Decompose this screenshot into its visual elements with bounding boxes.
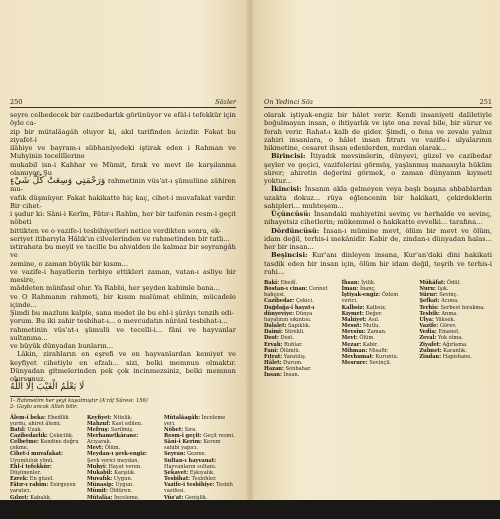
glossary-term: Meydan-ı şevk-engiz:	[87, 451, 147, 457]
glossary-definition: Durum.	[282, 360, 303, 366]
glossary-entry	[164, 415, 236, 427]
glossary-definition: Gezme.	[185, 451, 206, 457]
glossary-term: Mahzuf:	[87, 421, 110, 427]
glossary-definition: Zaman.	[366, 329, 387, 335]
glossary-definition: Kalbsiz.	[364, 305, 386, 311]
glossary-term: Resm-i geçit:	[164, 433, 202, 439]
glossary-term: Kıymet:	[342, 311, 364, 317]
glossary-definition: Tesbihler.	[190, 476, 217, 482]
glossary-term: Ibka:	[10, 501, 25, 507]
right-glossary-col-2	[419, 280, 492, 379]
glossary-term: Zindan:	[419, 354, 441, 360]
right-glossary-col-1	[342, 280, 415, 379]
footnote-divider	[10, 396, 80, 411]
glossary-entry	[164, 439, 236, 451]
glossary-term: Kalbsiz:	[342, 305, 365, 311]
glossary-term: Mukabil:	[87, 470, 112, 476]
glossary-entry	[164, 507, 236, 513]
arabic-verse: وَرَحْمَتِي وَسِعَتْ كُلَّ شَيْءٍ	[10, 176, 105, 186]
glossary-term: Mevsim:	[342, 329, 366, 335]
left-paragraph: i şudur ki: Sâni-i Kerîm, Fâtır-ı Rahîm, her bir taifenin resm-i geçit nöbeti	[10, 210, 236, 227]
paragraph-lead: Üçüncüsü:	[271, 210, 311, 218]
paragraph-lead: Beşincisi:	[271, 251, 307, 259]
glossary-term: İdare:	[10, 507, 27, 513]
left-paragraph: ve büyük dünyadan bunların...	[10, 342, 236, 350]
glossary-definition: Kuruntu.	[374, 354, 399, 360]
left-glossary-col-2	[164, 415, 236, 519]
glossary-term: Âlem-i beka:	[10, 415, 46, 421]
glossary-definition: Serilmiş.	[109, 427, 134, 433]
glossary-term: Fıtrat:	[264, 354, 282, 360]
glossary-term: Cazibedar:	[264, 298, 294, 304]
glossary-definition: Acıyarak.	[87, 439, 111, 445]
glossary-term: Mümit:	[87, 488, 108, 494]
glossary-term: İhsan:	[342, 280, 360, 286]
glossary-definition: Çekicilik.	[48, 433, 74, 439]
left-paragraph: ve vazife-i hayatlerin terbiye ettikleri zaman, vatan-ı asliye bir mesire,	[10, 268, 236, 285]
glossary-term: Şefkat:	[419, 298, 439, 304]
left-paragraph: bittikten ve o vazife-i tesbihiyetleri netice verdikten sonra, ek-	[10, 227, 236, 235]
glossary-definition: Serbest bırakma.	[439, 305, 485, 311]
glossary-definition: Uygun.	[112, 476, 132, 482]
glossary-entry	[87, 433, 159, 445]
glossary-term: Zulmet:	[419, 348, 441, 354]
left-paragraph: yorum. Bu iki zahir tesbihat-ı... o mevcudatın nûrânî tesbihat-ı...	[10, 317, 236, 325]
glossary-term: Zeval:	[419, 335, 436, 341]
glossary-term: Celbetme:	[10, 439, 39, 445]
glossary-definition: İnceleme yeri.	[164, 415, 225, 427]
glossary-entry	[264, 372, 337, 378]
glossary-definition: Özlem verici.	[342, 292, 398, 304]
glossary-definition: Görev.	[438, 323, 456, 329]
glossary-definition: Ölüm.	[103, 445, 120, 451]
glossary-definition: Karanlık.	[442, 348, 467, 354]
glossary-term: Bostan-ı cinan:	[264, 286, 307, 292]
glossary-entry	[87, 451, 159, 463]
glossary-term: Ehl-i tefekkür:	[10, 464, 52, 470]
glossary-term: Vazife-i tesbihiye:	[164, 482, 215, 488]
glossary-entry	[10, 513, 82, 519]
glossary-definition: Karşılık.	[112, 470, 135, 476]
glossary-definition: Uzak.	[26, 427, 42, 433]
glossary-term: Cazibedarlık:	[10, 433, 48, 439]
glossary-term: Zâhiren:	[164, 501, 188, 507]
footnote: 2- Gaybı ancak Allah bilir.	[10, 404, 240, 411]
right-running-title: On Yedinci Söz	[264, 98, 313, 106]
right-paragraph	[264, 251, 492, 276]
glossary-definition: Emanet.	[437, 329, 460, 335]
glossary-term: Fani:	[264, 348, 278, 354]
glossary-definition: Kendine doğru çekme.	[10, 439, 79, 451]
glossary-term: Mihman:	[342, 348, 368, 354]
right-paragraph	[264, 185, 492, 210]
glossary-term: Terhis:	[419, 305, 439, 311]
glossary-entry	[264, 286, 337, 298]
glossary-definition: Düşünenler.	[10, 470, 41, 476]
glossary-definition: Eşkıyalık.	[188, 470, 215, 476]
glossary-definition: Ölümlü.	[278, 348, 300, 354]
glossary-term: Mevt:	[342, 335, 358, 341]
glossary-definition: Ağırlama.	[441, 342, 468, 348]
glossary-definition: Tesbih vazifesi.	[164, 482, 233, 494]
right-paragraph	[264, 227, 492, 252]
glossary-term: Sâni-i Kerîm:	[164, 439, 202, 445]
glossary-definition: Ruh sahibi.	[181, 507, 212, 513]
glossary-definition: Hayat veren.	[107, 464, 142, 470]
glossary-definition: En güzel.	[28, 476, 54, 482]
glossary-definition: Ebedîlik yurdu, ahiret âlemi.	[10, 415, 69, 427]
left-closing-paragraph: Lâkin, zirahların en eşrefi ve en hayvanlardan kemiyet ve keyfiyet cihetiyle en efzalı... sizi, belki memnun olmaktır. Dünyadan gitmelerinden pek çok incinmezsiniz, belki memnun olursunuz.	[10, 350, 236, 383]
glossary-term: Ulya:	[419, 317, 434, 323]
glossary-term: Muvafık:	[87, 476, 112, 482]
glossary-entry	[342, 360, 415, 366]
glossary-term: Vüs'at:	[164, 495, 183, 501]
right-paragraph	[264, 152, 492, 185]
right-body	[264, 111, 492, 276]
glossary-term: Ziyafet:	[419, 342, 441, 348]
left-glossary	[10, 415, 236, 519]
glossary-term: Mesrure:	[342, 360, 368, 366]
right-glossary	[264, 280, 492, 379]
left-paragraph: ve O Rahmanın rahmeti, bir kısım malûmat ehlinin, mücadele içinde...	[10, 293, 236, 310]
glossary-definition: Ebedî.	[279, 280, 297, 286]
glossary-term: Merhametkârane:	[87, 433, 138, 439]
glossary-definition: Sonbahar.	[284, 366, 312, 372]
left-header	[10, 98, 236, 108]
glossary-definition: Çokluk.	[35, 513, 56, 519]
glossary-term: Mefruş:	[87, 427, 109, 433]
right-page	[258, 98, 496, 493]
left-line: rahmetinin vüs'at-ı şümulüne zâhiren mu-	[10, 177, 236, 193]
glossary-definition: Misafir.	[367, 348, 388, 354]
glossary-term: Sultan-ı hayvanat:	[164, 458, 216, 464]
glossary-term: Dost:	[264, 335, 279, 341]
glossary-term: İnsan:	[264, 372, 282, 378]
glossary-term: Mesut:	[342, 323, 362, 329]
glossary-definition: Sapıklık.	[286, 323, 310, 329]
glossary-definition: Dost.	[279, 335, 294, 341]
glossary-term: Mevt:	[87, 445, 103, 451]
glossary-term: Münasip:	[87, 482, 114, 488]
glossary-definition: Yönetme.	[27, 507, 52, 513]
glossary-term: Hâlet:	[264, 360, 282, 366]
paragraph-text: Kur'anı dinleyen insana, Kur'an'daki dini hakikati tasdik eden bir insan için, ölüm bir idam değil, teşrih ve terhis-i ruhi...	[264, 251, 492, 276]
glossary-term: Zirah:	[164, 507, 181, 513]
left-paragraph: zip bir mütalâagâh oluyor ki, akıl tarifinden âcizdir. Fakat bu ziyafet-i	[10, 128, 236, 145]
glossary-term: İştiyak-engiz:	[342, 292, 380, 298]
glossary-definition: Nitelik.	[112, 415, 133, 421]
glossary-term: Fâtır-ı rahîm:	[10, 482, 48, 488]
paragraph-lead: Birincisi:	[271, 152, 306, 160]
glossary-definition: Sıra.	[183, 427, 197, 433]
glossary-term: Batıl:	[10, 427, 26, 433]
glossary-definition: Ruhlar.	[282, 342, 302, 348]
glossary-definition: Sürekli.	[283, 329, 305, 335]
glossary-entry	[10, 439, 82, 451]
left-paragraph: seyre celbedecek bir cazibedarlık görünüyor ve efâl-i tefekkür için öyle ca-	[10, 111, 236, 128]
glossary-definition: Işık.	[436, 286, 449, 292]
glossary-term: Mahiyet:	[342, 317, 367, 323]
glossary-term: İman:	[342, 286, 359, 292]
glossary-definition: İnsan.	[282, 372, 299, 378]
left-paragraph: rahmetinin vüs'at-ı şümulü ve tecelli-i... fâni ve hayvanlar sultanına...	[10, 326, 236, 343]
left-paragraph: mukabil isn-i Kahhar ve Mümit, fırak ve mevt ile karşılanma olamıyor. Şu	[10, 161, 236, 178]
glossary-term: Tesbih:	[419, 311, 439, 317]
glossary-term: Vazife:	[419, 323, 438, 329]
glossary-term: Muhyi:	[87, 464, 107, 470]
glossary-definition: Ölüm.	[358, 335, 375, 341]
left-page-number: 250	[10, 98, 22, 106]
paragraph-text: İnsanın akla gelmeyen veya başlı başına ahbablardan uzakta dokuz... rüya eğlencenin bir hakikati, çekirdeklerin sahipleri... muhteşem...	[264, 185, 492, 210]
glossary-definition: Esirgeyen yaratıcı.	[10, 482, 76, 494]
glossary-term: Seyran:	[164, 451, 185, 457]
left-page	[6, 98, 242, 493]
left-running-title: Sözler	[215, 98, 236, 106]
paragraph-text: olarak iştiyak-engiz bir hâlet verir. Kendi insaniyeti daliletiyle boğulmayan insan, o ihtiyarlık ve işte ona zeval bile, bir sürur ve ferah verir. Rahat-ı kalb de gider. Şimdi, o fena ve zevale yalnız zahiri insanlara, o hâlet insan fıtratı ve vazife-i ulyalarının hikmetine, cesaret ihsan edenlerden, nurdan olarak...	[264, 111, 492, 152]
glossary-definition: Hapishane.	[441, 354, 472, 360]
glossary-term: Hazan:	[264, 366, 284, 372]
glossary-term: Ezrek:	[10, 476, 28, 482]
glossary-entry	[10, 415, 82, 427]
glossary-definition: Mutlu.	[361, 323, 380, 329]
glossary-definition: Yaratılış.	[282, 354, 306, 360]
glossary-definition: Acıma.	[440, 298, 459, 304]
glossary-term: Vedia:	[419, 329, 436, 335]
left-paragraph: ilâhiye ve bayram-ı sübhaniyedeki iştirak eden i Rahman ve Muhyinin tecellîlerine	[10, 144, 236, 161]
right-paragraph	[264, 210, 492, 227]
glossary-term: Mütalâa:	[87, 495, 112, 501]
glossary-term: Tesbihat:	[164, 476, 190, 482]
left-paragraph: seriyet itibarıyla Hâlık'ın cilvelerinden ve rahmetinden bir tatlı...	[10, 235, 236, 243]
paragraph-text: İnsandaki mahiyetini sevinç ve herhalde ve sevinç, nihayetsiz cihetlerin; mükemmel o hakikatte evvelki... tarafına...	[264, 210, 492, 226]
glossary-term: Şekavet:	[164, 470, 188, 476]
glossary-term: Kemiyet:	[10, 513, 35, 519]
paragraph-text: İtiyadık mevsimlerin, dünyevi, güzel ve cazibedar şeyler ve geçici, vazifelerini görmüş, yaşlanmış manasıyla hüküm sürer; ahiretin değerini görmek, o zaman dünyanın kıymeti yoktur...	[264, 152, 492, 185]
glossary-term: Daimi:	[264, 329, 283, 335]
glossary-entry	[10, 464, 82, 476]
glossary-term: Keyfiyet:	[87, 415, 112, 421]
glossary-definition: Görünüşte.	[188, 501, 218, 507]
footnote: 1- Rahmetim her şeyi kuşatmıştır (A'râf Sûresi: 156)	[10, 398, 240, 405]
left-paragraph-with-arabic	[10, 177, 236, 194]
glossary-definition: Çekici.	[294, 298, 313, 304]
glossary-definition: Geçit resmi.	[202, 433, 235, 439]
glossary-definition: Cennet bahçesi.	[264, 286, 328, 298]
glossary-definition: Kast edilen.	[110, 421, 142, 427]
glossary-definition: Sevinçli.	[368, 360, 392, 366]
left-glossary-col-0	[10, 415, 82, 519]
left-body	[10, 111, 236, 392]
left-paragraph: mâddeten münfasıl olur. Ya Rabbi, her şeyden kabimle bana...	[10, 284, 236, 292]
left-paragraph: Şimdi bu mazlum kalple, sana medet ile bu ehl-i şûrâyı tenzih edi-	[10, 309, 236, 317]
glossary-entry	[264, 305, 337, 323]
glossary-definition: Kabir.	[361, 342, 378, 348]
glossary-entry	[342, 292, 415, 304]
glossary-definition: Uygun.	[114, 482, 134, 488]
glossary-definition: İnceleme.	[112, 495, 139, 501]
left-paragraph: vafık düşmüyor. Fakat hakikatte hiç kaç, cihet-i muvafakat vardır. Bir cihet-	[10, 194, 236, 211]
glossary-entry	[164, 458, 236, 470]
glossary-term: Baki:	[264, 280, 279, 286]
glossary-term: Sürur:	[419, 292, 437, 298]
glossary-definition: Asıl.	[367, 317, 380, 323]
glossary-definition: Baki kılma.	[25, 501, 56, 507]
left-paragraph: zemine, o zaman büyük bir kısım...	[10, 260, 236, 268]
glossary-entry	[164, 482, 236, 494]
glossary-definition: Ödül.	[445, 280, 461, 286]
paragraph-lead: Dördüncüsü:	[271, 227, 319, 235]
right-page-number: 251	[480, 98, 492, 106]
left-glossary-col-1	[87, 415, 159, 519]
glossary-definition: Şevk verici meydan.	[87, 458, 139, 464]
glossary-entry	[87, 495, 159, 501]
left-arabic-line	[10, 383, 236, 391]
paragraph-lead: İkincisi:	[271, 185, 302, 193]
glossary-definition: Yok olma.	[436, 335, 463, 341]
glossary-term: Nuru:	[419, 286, 436, 292]
glossary-definition: İyilik.	[360, 280, 376, 286]
right-glossary-col-0	[264, 280, 337, 379]
glossary-definition: Yüksek.	[434, 317, 455, 323]
right-header	[264, 98, 492, 108]
glossary-entry	[419, 354, 492, 360]
glossary-entry	[10, 451, 82, 463]
glossary-term: Mütalâagâh:	[164, 415, 200, 421]
glossary-definition: Hayvanların sultanı.	[164, 464, 216, 470]
paragraph-text: İnsan-ı mümine mevt, ölüm bir mevt ve ölüm, idam değil, terhis-i mekânidir. Kabir de, zindan-ı dünyadan halas... her bir insan...	[264, 227, 492, 252]
glossary-term: Dalalet:	[264, 323, 286, 329]
glossary-definition: Dünya hayatının sıkıntısı.	[264, 311, 312, 323]
glossary-definition: Öldüren.	[108, 488, 132, 494]
glossary-definition: Sevinç.	[438, 292, 458, 298]
glossary-term: Mevhumat:	[342, 354, 374, 360]
glossary-term: Dağdağa-i hayat-ı dünyeviye:	[264, 305, 315, 317]
glossary-definition: Anma.	[440, 311, 458, 317]
glossary-definition: Değer.	[364, 311, 383, 317]
glossary-definition: Genişlik.	[183, 495, 207, 501]
glossary-definition: Uyumluluk yönü.	[10, 458, 54, 464]
left-paragraph: istirahata bu meyil ve tacille bu ahvalden ile kalmaz bir seyrangâh ve	[10, 243, 236, 260]
glossary-entry	[10, 482, 82, 494]
glossary-definition: Kerem sahibi yapıcı.	[164, 439, 220, 451]
glossary-term: Mezar:	[342, 342, 362, 348]
right-paragraph	[264, 111, 492, 152]
glossary-term: Mükâfat:	[419, 280, 445, 286]
glossary-definition: Kabalık.	[29, 495, 52, 501]
arabic-verse-2: لَا يَعْلَمُ الْغَيْبَ اِلَّا اللّٰهُ	[10, 382, 84, 392]
glossary-term: Cihet-i muvafakat:	[10, 451, 63, 457]
glossary-term: Nöbet:	[164, 427, 183, 433]
glossary-term: Ervah:	[264, 342, 282, 348]
glossary-definition: İnanç.	[358, 286, 376, 292]
glossary-term: Gılzet:	[10, 495, 29, 501]
